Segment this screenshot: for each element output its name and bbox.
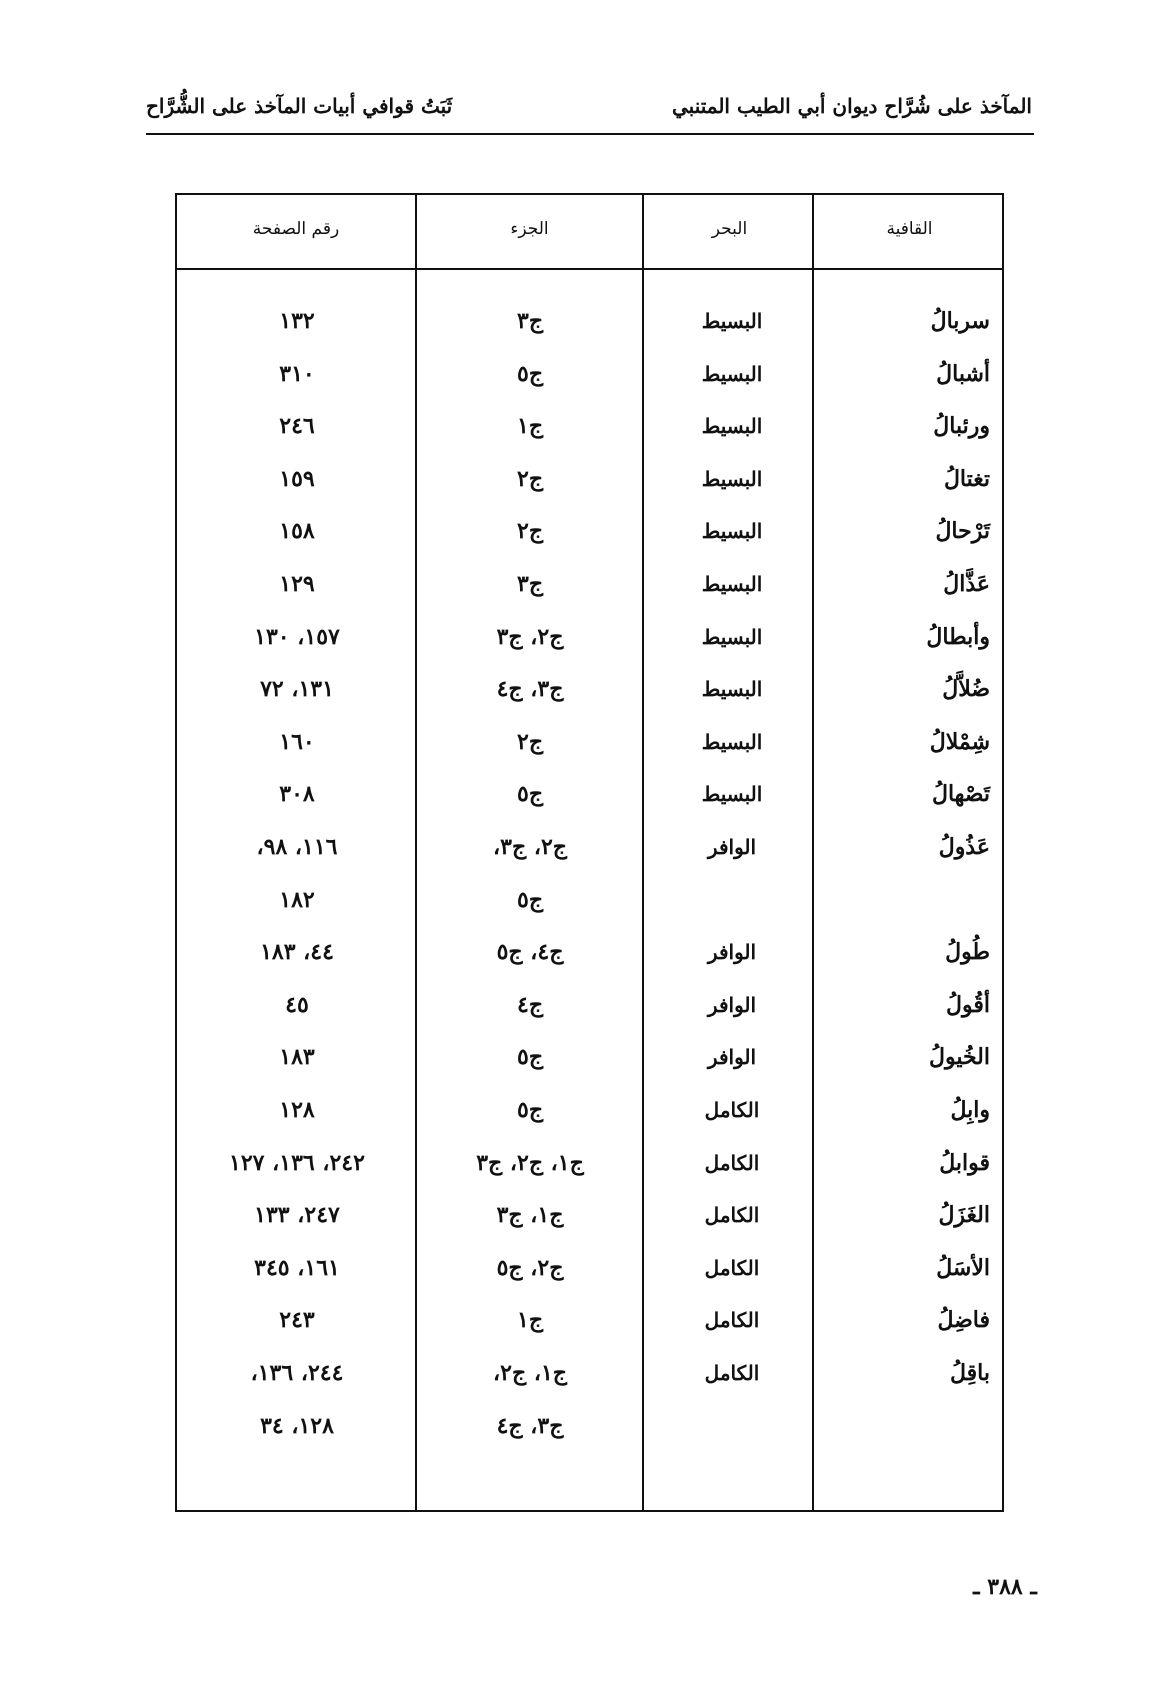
page-ref-cell: ٤٤، ١٨٣ [260,939,334,966]
volume-cell: ج٢، ج٣، [493,834,567,860]
column-header-bahr: البحر [711,219,748,239]
volume-cell: ج١، ج٣ [496,1202,564,1229]
rhyme-cell: سربالُ [930,308,990,334]
meter-cell: الوافر [707,992,757,1017]
rhyme-cell: عَذُولُ [938,834,990,860]
volume-cell: ج٢، ج٥ [496,1254,564,1281]
table-row [177,1137,1002,1189]
volume-cell: ج٥ [516,360,544,387]
meter-cell: البسيط [701,466,763,491]
rhyme-cell: ورئبالُ [933,413,990,440]
page-ref-cell: ٣١٠ [279,360,315,387]
rhyme-cell: الخُيولُ [928,1044,990,1071]
table-row [177,1242,1002,1294]
table-row [177,821,1002,873]
meter-cell: الوافر [707,1045,757,1070]
meter-cell: الوافر [707,835,757,859]
rhyme-cell: أقُولُ [946,991,990,1018]
table-row [177,400,1002,452]
rhymes-table [175,193,1004,1512]
page-ref-cell: ١٥٧، ١٣٠ [254,623,340,650]
meter-cell: البسيط [701,624,763,649]
rhyme-cell: وابِلُ [950,1097,990,1123]
volume-cell: ج١، ج٢، [493,1360,567,1386]
meter-cell: الكامل [704,1098,760,1122]
volume-cell: ج٣، ج٤ [496,676,564,703]
meter-cell [647,874,817,926]
page-ref-cell: ١٢٨ [279,1097,315,1123]
table-row [177,874,1002,926]
volume-cell: ج٤، ج٥ [496,939,564,966]
page-number: ـ ٣٨٨ ـ [973,1574,1037,1600]
column-header-juz: الجزء [510,219,549,239]
page-ref-cell: ١٣٢ [279,308,315,334]
rhyme-cell: ضُلاَّلُ [942,676,990,703]
volume-cell: ج٣ [516,571,544,597]
page-ref-cell: ٢٤٧، ١٣٣ [254,1202,340,1229]
meter-cell: البسيط [701,677,763,702]
page-ref-cell: ٢٤٤، ١٣٦، [250,1360,344,1386]
table-row [177,1084,1002,1136]
table-row [177,1031,1002,1083]
page-ref-cell: ٣٠٨ [279,781,315,808]
table-row [177,1400,1002,1452]
page-ref-cell: ١٦٠ [279,728,315,755]
rhyme-cell: أشبالُ [936,360,990,387]
meter-cell: الكامل [704,1308,760,1333]
page-ref-cell: ١١٦، ٩٨، [256,834,338,860]
header-divider [146,133,1034,135]
page-ref-cell: ٢٤٣ [279,1307,315,1334]
book-title: المآخذ على شُرَّاح ديوان أبي الطيب المتنبي [672,94,1032,118]
rhyme-cell [830,1400,990,1452]
table-row [177,505,1002,557]
volume-cell: ج٢ [516,728,544,755]
page-ref-cell: ١٢٩ [279,571,315,597]
meter-cell: الكامل [704,1150,760,1175]
table-row [177,716,1002,768]
meter-cell: الكامل [704,1361,760,1385]
page-ref-cell: ١٢٨، ٣٤ [260,1412,334,1439]
rhyme-cell: عَذَّالُ [943,571,990,597]
meter-cell: البسيط [701,361,763,386]
column-header-page: رقم الصفحة [252,219,340,239]
rhyme-cell: تَرْحالُ [935,518,990,545]
page-ref-cell: ١٣١، ٧٢ [260,676,334,703]
table-row [177,1294,1002,1346]
rhyme-cell: الغَزَلُ [938,1202,990,1229]
rhyme-cell: شِمْلالُ [929,728,990,755]
table-row [177,926,1002,978]
volume-cell: ج١ [516,1307,544,1334]
rhyme-cell: قوابلُ [939,1149,990,1176]
page-ref-cell: ١٨٢ [279,886,315,913]
meter-cell: الكامل [704,1203,760,1228]
volume-cell: ج١، ج٢، ج٣ [476,1149,584,1176]
volume-cell: ج٥ [516,1097,544,1123]
rhyme-cell: طُولُ [945,939,990,966]
table-row [177,663,1002,715]
meter-cell: البسيط [701,729,763,754]
table-row [177,611,1002,663]
page-ref-cell: ١٨٣ [279,1044,315,1071]
volume-cell: ج٢، ج٣ [496,623,564,650]
page-ref-cell: ٢٤٢، ١٣٦، ١٢٧ [229,1149,365,1176]
volume-cell: ج٢ [516,518,544,545]
page-ref-cell: ٤٥ [285,991,309,1018]
rhyme-cell: وأبطالُ [926,623,990,650]
page-ref-cell: ٢٤٦ [279,413,315,440]
rhyme-cell: الأسَلُ [936,1254,990,1281]
rhyme-cell: باقِلُ [949,1360,990,1386]
meter-cell: البسيط [701,414,763,439]
table-row [177,979,1002,1031]
volume-cell: ج٣ [516,308,544,334]
page-header [146,88,1032,132]
column-header-qafia: القافية [886,219,933,239]
section-title: ثَبَتُ قوافي أبيات المآخذ على الشُّرَّاح [146,94,453,118]
volume-cell: ج٣، ج٤ [496,1412,564,1439]
meter-cell: الوافر [707,940,757,965]
table-row [177,348,1002,400]
rhyme-cell: فاضِلُ [937,1307,990,1334]
volume-cell: ج١ [516,413,544,440]
rhyme-cell [830,874,990,926]
volume-cell: ج٢ [516,465,544,492]
table-row [177,453,1002,505]
meter-cell: البسيط [701,519,763,544]
page-ref-cell: ١٥٩ [279,465,315,492]
rhyme-cell: تَصْهالُ [931,781,990,808]
volume-cell: ج٥ [516,781,544,808]
meter-cell: البسيط [701,572,763,596]
page-ref-cell: ١٥٨ [279,518,315,545]
table-row [177,1347,1002,1399]
table-row [177,295,1002,347]
header-row-divider [177,268,1002,270]
volume-cell: ج٤ [516,991,544,1018]
table-row [177,558,1002,610]
volume-cell: ج٥ [516,886,544,913]
meter-cell [647,1400,817,1452]
page-ref-cell: ١٦١، ٣٤٥ [254,1254,340,1281]
rhyme-cell: تغتالُ [943,465,990,492]
meter-cell: البسيط [701,782,763,807]
volume-cell: ج٥ [516,1044,544,1071]
table-row [177,1189,1002,1241]
meter-cell: البسيط [701,309,763,333]
table-row [177,768,1002,820]
meter-cell: الكامل [704,1255,760,1280]
